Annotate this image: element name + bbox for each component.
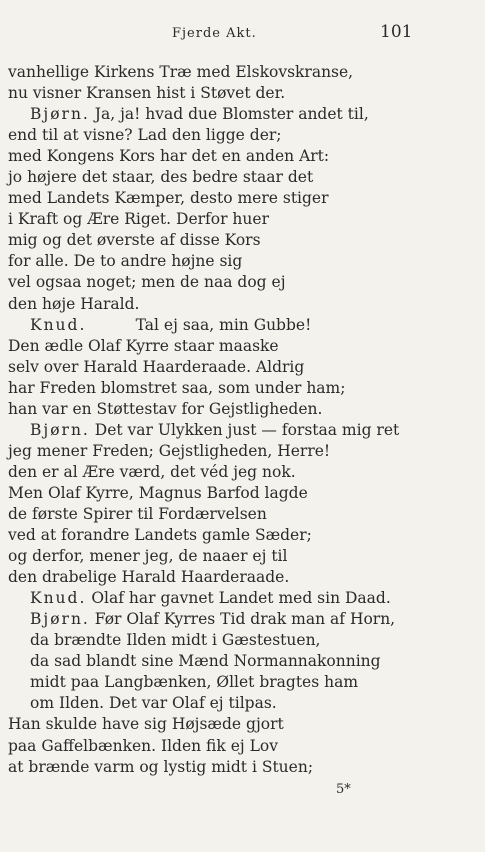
line-text: jo højere det staar, des bedre staar det [8, 168, 314, 187]
line-text: den drabelige Harald Haarderaade. [8, 568, 290, 587]
text-line [8, 588, 482, 609]
text-line [8, 757, 482, 778]
line-text: med Kongens Kors har det en anden Art: [8, 147, 330, 166]
line-text: ved at forandre Landets gamle Sæder; [8, 526, 312, 545]
line-text: han var en Støttestav for Gejstligheden. [8, 399, 323, 418]
speaker-name: Knud. [30, 589, 87, 608]
line-text: den høje Harald. [8, 294, 140, 313]
line-text: for alle. De to andre højne sig [8, 252, 243, 271]
text-line [8, 504, 482, 525]
speaker-name: Knud. [30, 315, 87, 334]
page-header [0, 22, 485, 46]
signature-mark: 5* [336, 782, 351, 797]
line-text: Olaf har gavnet Landet med sin Daad. [86, 589, 391, 608]
line-text: med Landets Kæmper, desto mere stiger [8, 189, 329, 208]
text-line [8, 188, 482, 209]
line-text: vanhellige Kirkens Træ med Elskovskranse, [8, 63, 354, 81]
text-line [8, 251, 482, 272]
text-line [8, 336, 482, 357]
line-text: da sad blandt sine Mænd Normannakonning [30, 652, 381, 671]
line-text: den er al Ære værd, det véd jeg nok. [8, 462, 296, 481]
text-line [8, 83, 482, 104]
line-text: Han skulde have sig Højsæde gjort [8, 715, 284, 734]
text-line [8, 272, 482, 293]
line-text: jeg mener Freden; Gejstligheden, Herre! [8, 441, 331, 460]
text-line [8, 357, 482, 378]
text-line [8, 693, 482, 714]
line-text: og derfor, mener jeg, de naaer ej til [8, 547, 288, 566]
text-line [8, 294, 482, 315]
page-number: 101 [380, 22, 413, 42]
text-line [8, 125, 482, 146]
line-text: at brænde varm og lystig midt i Stuen; [8, 757, 314, 776]
line-text: nu visner Kransen hist i Støvet der. [8, 84, 286, 103]
line-text: Før Olaf Kyrres Tid drak man af Horn, [89, 610, 396, 629]
text-line [8, 483, 482, 504]
speaker-name: Bjørn. [30, 105, 90, 124]
text-line [8, 609, 482, 630]
line-text: Den ædle Olaf Kyrre staar maaske [8, 336, 279, 355]
line-text: Men Olaf Kyrre, Magnus Barfod lagde [8, 483, 308, 502]
text-line [8, 651, 482, 672]
verse-text [8, 62, 482, 778]
text-line [8, 462, 482, 483]
line-text: end til at visne? Lad den ligge der; [8, 126, 282, 145]
text-line [8, 672, 482, 693]
text-line [8, 630, 482, 651]
text-line [8, 420, 482, 441]
text-line [8, 441, 482, 462]
text-line [8, 146, 482, 167]
speaker-name: Bjørn. [30, 420, 90, 439]
line-text: da brændte Ilden midt i Gæstestuen, [30, 631, 321, 650]
line-text: i Kraft og Ære Riget. Derfor huer [8, 210, 269, 229]
line-text: Tal ej saa, min Gubbe! [86, 315, 312, 334]
line-text: midt paa Langbænken, Øllet bragtes ham [30, 673, 359, 692]
text-line [8, 378, 482, 399]
text-line [8, 714, 482, 735]
text-line [8, 736, 482, 757]
line-text: paa Gaffelbænken. Ilden fik ej Lov [8, 736, 279, 755]
text-line [8, 209, 482, 230]
line-text: Ja, ja! hvad due Blomster andet til, [89, 105, 369, 124]
line-text: har Freden blomstret saa, som under ham; [8, 378, 346, 397]
line-text: de første Spirer til Fordærvelsen [8, 504, 267, 523]
text-line [8, 62, 482, 83]
text-line [8, 525, 482, 546]
text-line [8, 546, 482, 567]
text-line [8, 167, 482, 188]
text-line [8, 104, 482, 125]
line-text: om Ilden. Det var Olaf ej tilpas. [30, 694, 277, 713]
line-text: selv over Harald Haarderaade. Aldrig [8, 357, 305, 376]
text-line [8, 399, 482, 420]
text-line [8, 315, 482, 336]
running-head: Fjerde Akt. [172, 26, 257, 41]
line-text: Det var Ulykken just — forstaa mig ret [89, 420, 400, 439]
text-line [8, 567, 482, 588]
text-line [8, 230, 482, 251]
speaker-name: Bjørn. [30, 610, 90, 629]
line-text: mig og det øverste af disse Kors [8, 231, 261, 250]
line-text: vel ogsaa noget; men de naa dog ej [8, 273, 286, 292]
